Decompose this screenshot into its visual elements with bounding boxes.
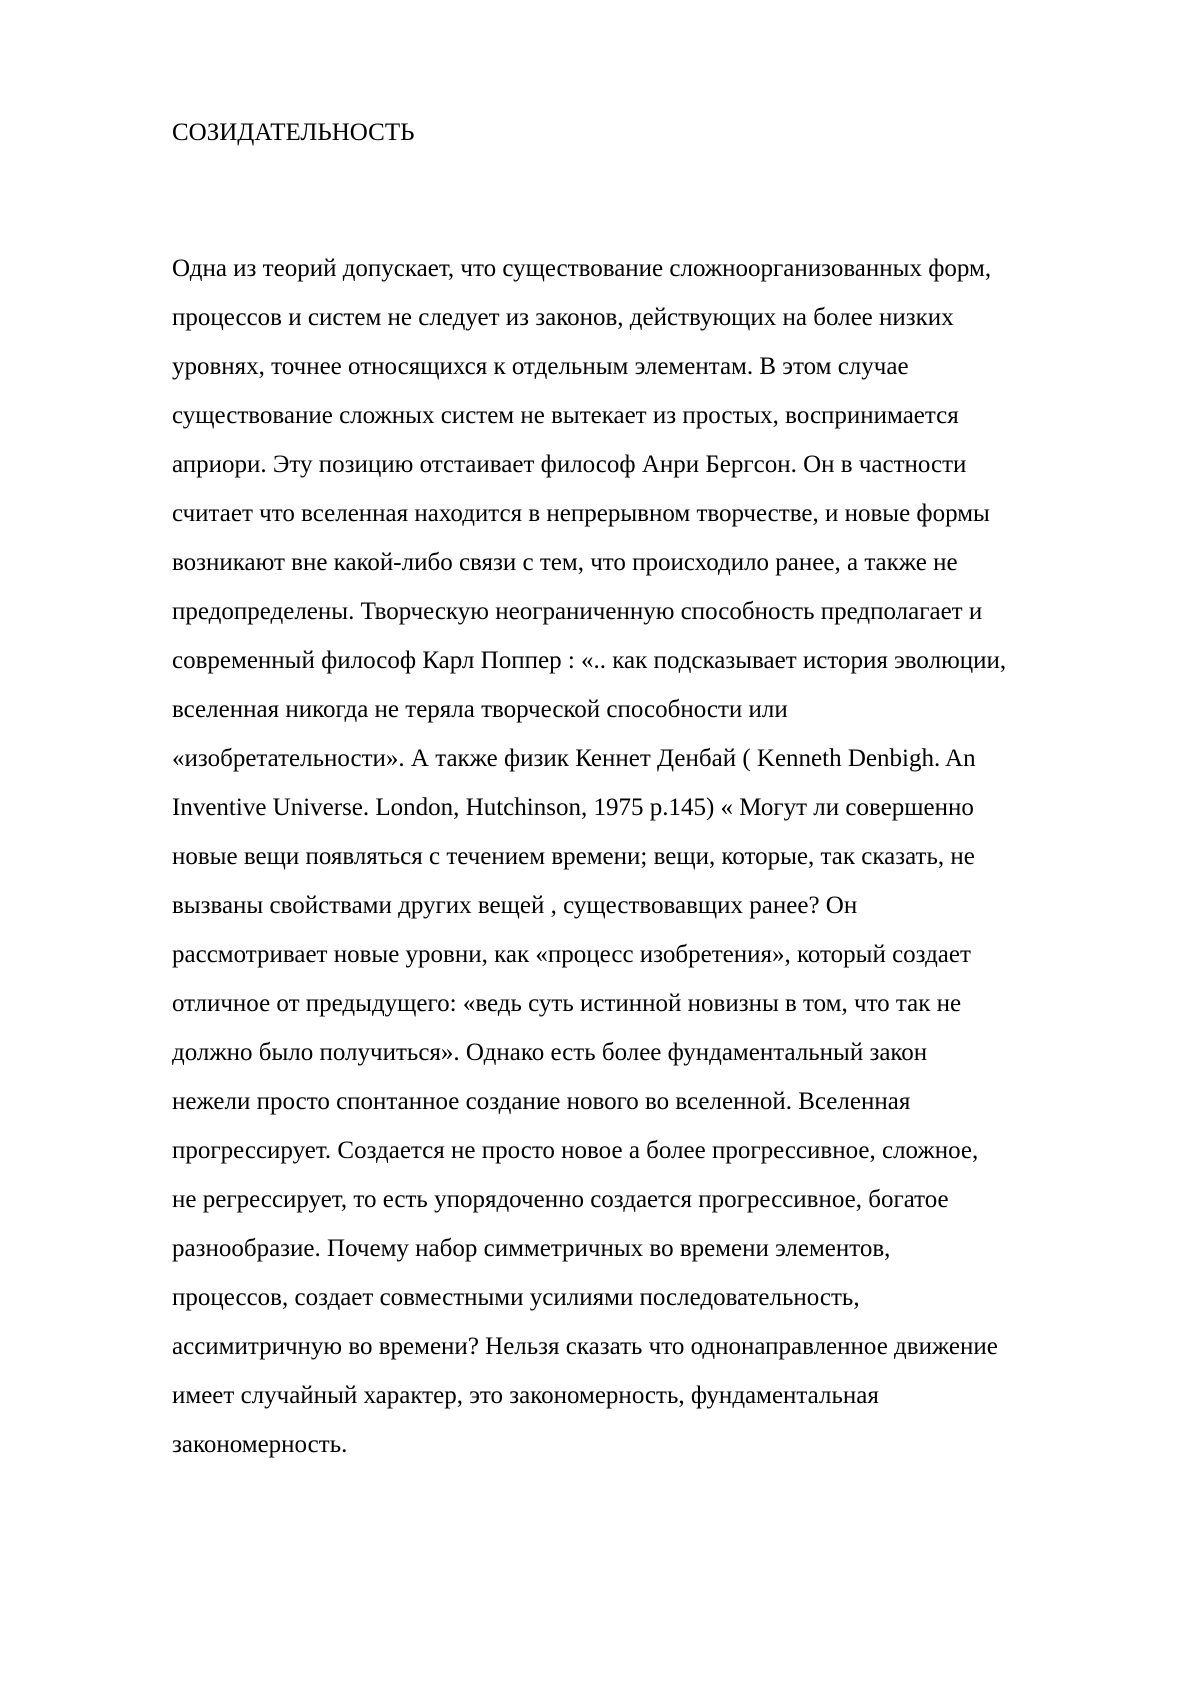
body-line: современный философ Карл Поппер : «.. как подсказывает история эволюции, (172, 647, 1007, 674)
body-line: имеет случайный характер, это закономерность, фундаментальная (172, 1382, 879, 1409)
body-line: вселенная никогда не теряла творческой способности или (172, 696, 788, 723)
body-line: уровнях, точнее относящихся к отдельным элементам. В этом случае (172, 353, 909, 380)
body-line: Inventive Universe. London, Hutchinson, 1975 p.145) « Могут ли совершенно (172, 794, 974, 821)
body-line: вызваны свойствами других вещей , существовавщих ранее? Он (172, 892, 858, 919)
body-line: закономерность. (172, 1431, 348, 1458)
document-title: СОЗИДАТЕЛЬНОСТЬ (172, 119, 415, 146)
body-line: существование сложных систем не вытекает из простых, воспринимается (172, 402, 959, 429)
body-line: предопределены. Творческую неограниченную способность предполагает и (172, 598, 983, 625)
body-line: отличное от предыдущего: «ведь суть истинной новизны в том, что так не (172, 990, 962, 1017)
body-line: ассимитричную во времени? Нельзя сказать что однонаправленное движение (172, 1333, 998, 1360)
body-line: возникают вне какой-либо связи с тем, что происходило ранее, а также не (172, 549, 958, 576)
body-line: Одна из теорий допускает, что существование сложноорганизованных форм, (172, 255, 992, 282)
body-line: нежели просто спонтанное создание нового во вселенной. Вселенная (172, 1088, 911, 1115)
body-line: должно было получиться». Однако есть более фундаментальный закон (172, 1039, 928, 1066)
body-line: процессов и систем не следует из законов, действующих на более низких (172, 304, 954, 331)
body-line: разнообразие. Почему набор симметричных во времени элементов, (172, 1235, 891, 1262)
body-line: рассмотривает новые уровни, как «процесс изобретения», который создает (172, 941, 971, 968)
body-line: процессов, создает совместными усилиями последовательность, (172, 1284, 860, 1311)
body-line: считает что вселенная находится в непрерывном творчестве, и новые формы (172, 500, 990, 527)
body-line: прогрессирует. Создается не просто новое а более прогрессивное, сложное, (172, 1137, 979, 1164)
body-line: не регрессирует, то есть упорядоченно создается прогрессивное, богатое (172, 1186, 949, 1213)
body-line: новые вещи появляться с течением времени; вещи, которые, так сказать, не (172, 843, 975, 870)
body-line: «изобретательности». А также физик Кеннет Денбай ( Kenneth Denbigh. An (172, 745, 976, 772)
body-line: априори. Эту позицию отстаивает философ Анри Бергсон. Он в частности (172, 451, 967, 478)
document-body (172, 244, 1132, 1469)
